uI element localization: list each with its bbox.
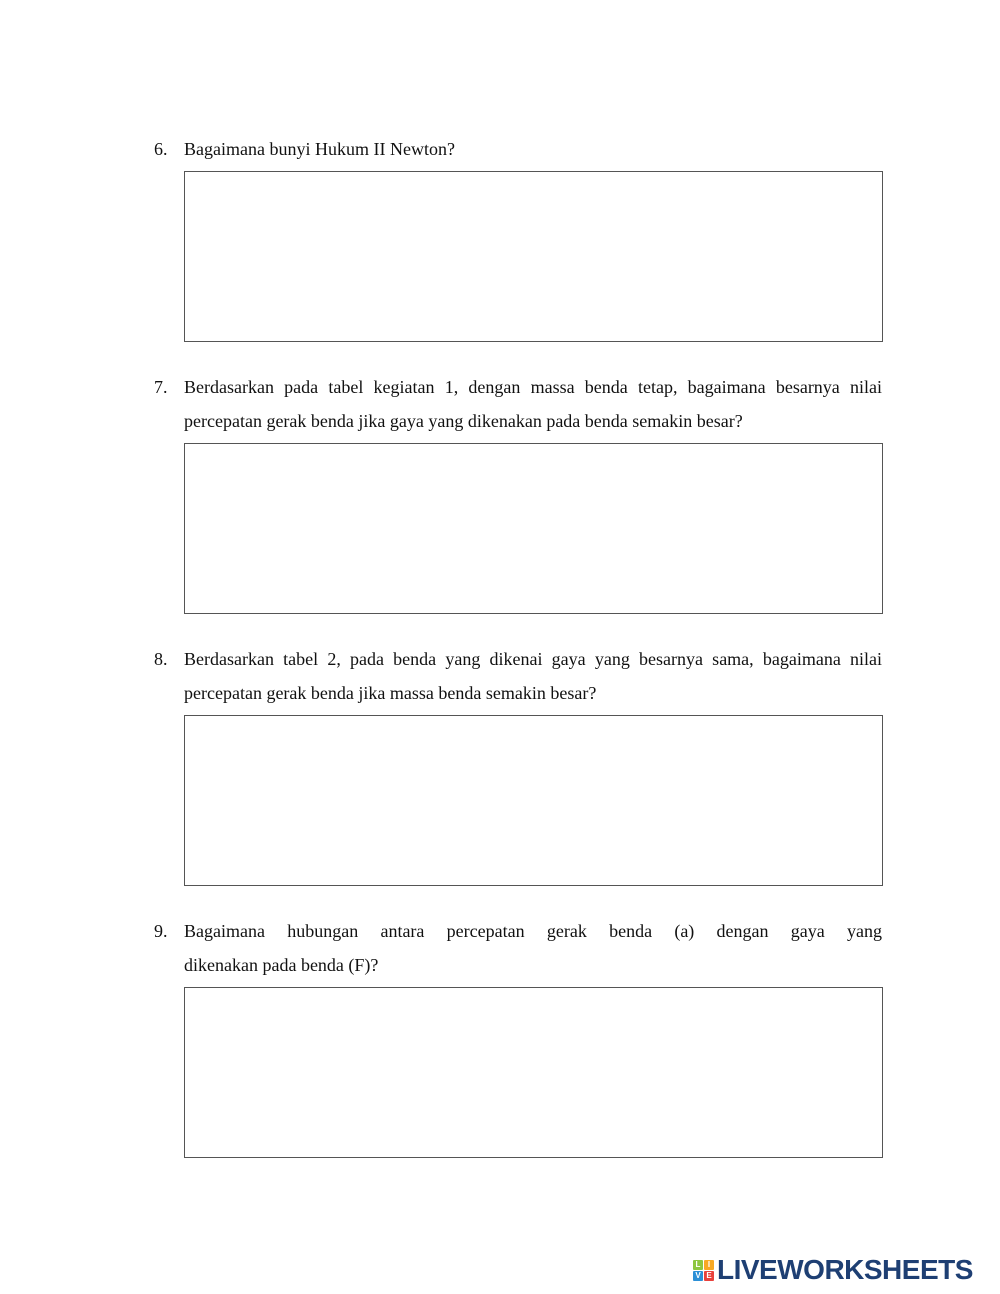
question-number: 9. (154, 921, 168, 941)
question-text: percepatan gerak benda jika gaya yang dikenakan pada benda semakin besar? (184, 411, 743, 431)
question-text: Berdasarkan pada tabel kegiatan 1, dengan massa benda tetap, bagaimana besarnya nilai (184, 377, 882, 397)
question-text: percepatan gerak benda jika massa benda semakin besar? (184, 683, 597, 703)
logo-tiles-icon (693, 1260, 714, 1281)
question-text: Bagaimana hubungan antara percepatan gerak benda (a) dengan gaya yang (184, 921, 882, 941)
question-text: dikenakan pada benda (F)? (184, 955, 379, 975)
question-text: Berdasarkan tabel 2, pada benda yang dikenai gaya yang besarnya sama, bagaimana nilai (184, 649, 882, 669)
answer-box-9[interactable] (184, 987, 883, 1158)
logo-tile: E (704, 1271, 714, 1281)
question-number: 7. (154, 377, 168, 397)
answer-box-8[interactable] (184, 715, 883, 886)
question-number: 8. (154, 649, 168, 669)
logo-tile: L (693, 1260, 703, 1270)
question-number: 6. (154, 139, 168, 159)
logo-tile: V (693, 1271, 703, 1281)
answer-box-7[interactable] (184, 443, 883, 614)
question-text: Bagaimana bunyi Hukum II Newton? (184, 139, 455, 159)
liveworksheets-logo (693, 1256, 973, 1284)
answer-box-6[interactable] (184, 171, 883, 342)
logo-tile: I (704, 1260, 714, 1270)
logo-text: LIVEWORKSHEETS (717, 1254, 973, 1285)
